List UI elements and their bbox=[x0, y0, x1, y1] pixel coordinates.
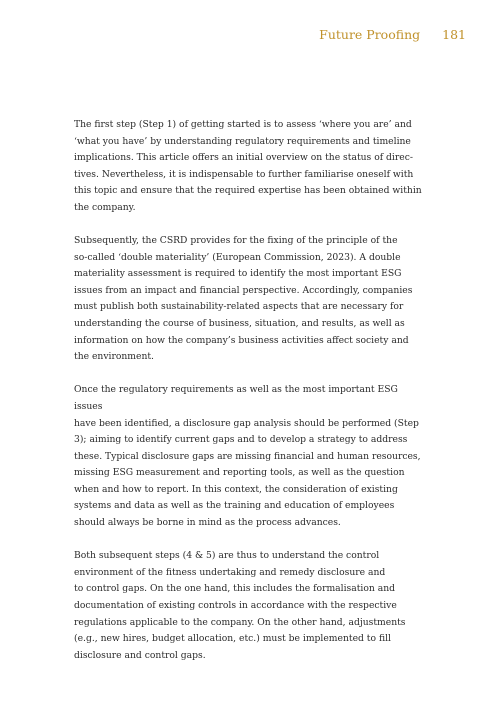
page-number: 181 bbox=[442, 27, 466, 42]
paragraph-steps-4-5: Both subsequent steps (4 & 5) are thus to understand the control environment of the fitness undertaking and remedy disclosure and to control gaps. On the one hand, this includes the formalisation and documentation of existing controls in accordance with the respective regulations applicable to the company. On the other hand, adjustments (e.g., new hires, budget allocation, etc.) must be implemented to fill disclosure and control gaps. bbox=[74, 550, 406, 661]
paragraph-step-1: The first step (Step 1) of getting started is to assess ‘where you are’ and ‘what you have’ by understanding regulatory requirements and timeline implications. This article offers an initial overview on the status of direc- tives. Nevertheless, it is indispensable to further familiarise oneself with this topic and ensure that the required expertise has been obtained within the company. bbox=[74, 119, 422, 213]
paragraph-gap-analysis: Once the regulatory requirements as well as the most important ESG issues have been identified, a disclosure gap analysis should be performed (Step 3); aiming to identify current gaps and to develop a strategy to address these. Typical disclosure gaps are missing financial and human resources, missing ESG measurement and reporting tools, as well as the question when and how to report. In this context, the consideration of existing systems and data as well as the training and education of employees should always be borne in mind as the process advances. bbox=[74, 384, 421, 529]
running-header bbox=[319, 27, 466, 42]
section-title: Future Proofing bbox=[319, 27, 421, 42]
paragraph-double-materiality: Subsequently, the CSRD provides for the fixing of the principle of the so-called ‘double materiality’ (European Commission, 2023). A double materiality assessment is required to identify the most important ESG issues from an impact and financial perspective. Accordingly, companies must publish both sustainability-related aspects that are necessary for understanding the course of business, situation, and results, as well as information on how the company’s business activities affect society and the environment. bbox=[74, 235, 413, 363]
body-text bbox=[74, 117, 426, 681]
